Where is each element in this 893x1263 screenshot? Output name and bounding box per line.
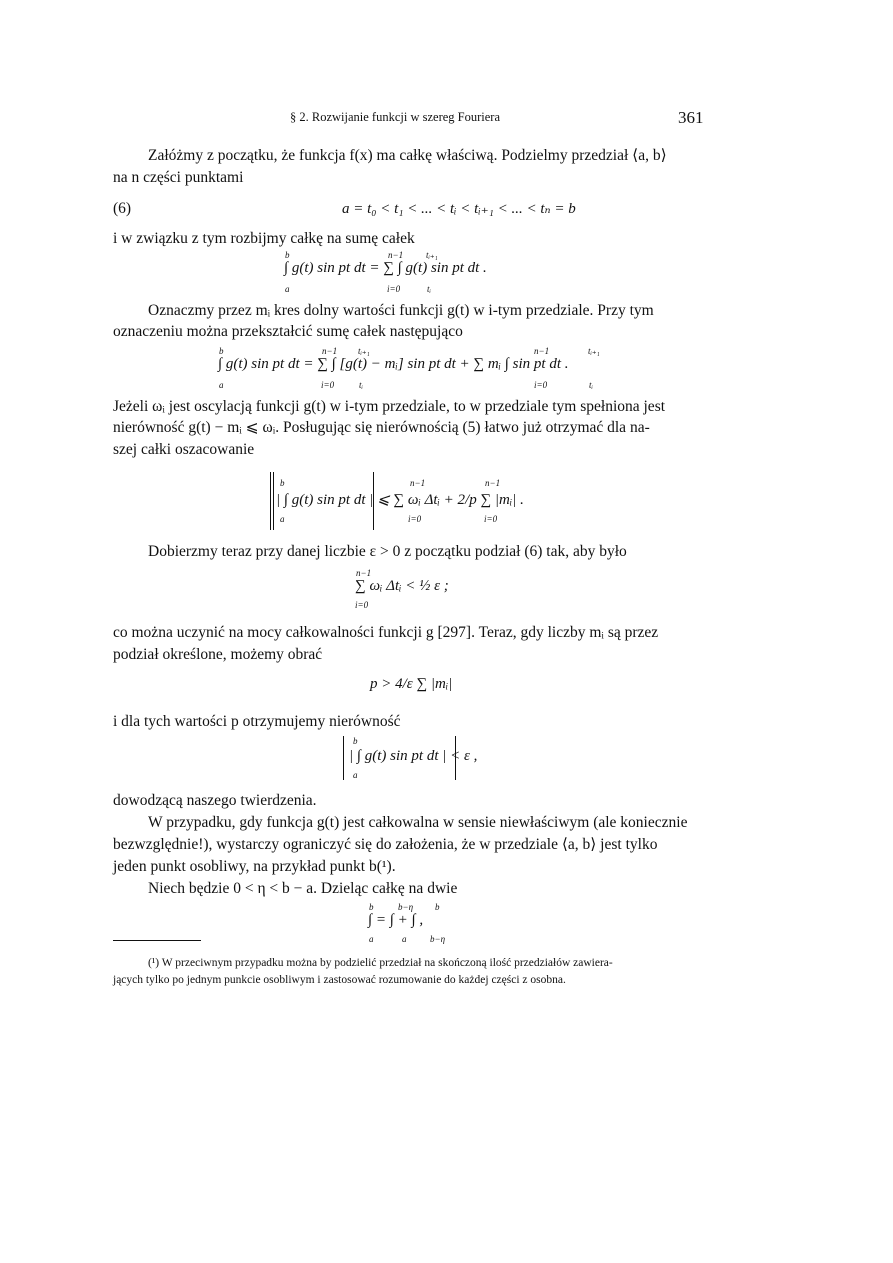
footnote-line-1: (¹) W przeciwnym przypadku można by podzielić przedział na skończoną ilość przedziałów zawiera- (148, 957, 613, 969)
equation-estimate-body: | ∫ g(t) sin pt dt | ⩽ ∑ ωᵢ Δtᵢ + 2/p ∑ |mᵢ| . (276, 492, 524, 508)
paragraph-7: i dla tych wartości p otrzymujemy nierówność (113, 713, 401, 730)
equation-split-body: ∫ g(t) sin pt dt = ∑ ∫ g(t) sin pt dt . (284, 260, 487, 276)
paragraph-4-line-3: szej całki oszacowanie (113, 441, 255, 458)
paragraph-2: i w związku z tym rozbijmy całkę na sumę całek (113, 230, 415, 247)
equation-final-body: | ∫ g(t) sin pt dt | < ε , (349, 748, 478, 764)
paragraph-6-line-2: podział określone, możemy obrać (113, 646, 323, 663)
paragraph-1-line-2: na n części punktami (113, 169, 244, 186)
paragraph-3-line-2: oznaczeniu można przekształcić sumę całek następująco (113, 323, 463, 340)
running-title: § 2. Rozwijanie funkcji w szereg Fouriera (290, 110, 501, 124)
equation-final: b | ∫ g(t) sin pt dt | < ε , a (343, 736, 543, 784)
abs-bar-left-final (343, 736, 344, 780)
abs-bar-left-2 (273, 472, 274, 530)
paragraph-10: Niech będzie 0 < η < b − a. Dzieląc całkę na dwie (148, 880, 458, 897)
paragraph-9-line-3: jeden punkt osobliwy, na przykład punkt b(¹). (113, 858, 396, 875)
paragraph-4-line-2: nierówność g(t) − mᵢ ⩽ ωᵢ. Posługując się nierównością (5) łatwo już otrzymać dla na- (113, 419, 650, 436)
paragraph-3-line-1: Oznaczmy przez mᵢ kres dolny wartości funkcji g(t) w i-tym przedziale. Przy tym (148, 302, 654, 319)
paragraph-9-line-1: W przypadku, gdy funkcja g(t) jest całkowalna w sensie niewłaściwym (ale koniecznie (148, 814, 688, 831)
equation-choice: n−1 ∑ ωᵢ Δtᵢ < ½ ε ; i=0 (355, 568, 449, 610)
paragraph-5: Dobierzmy teraz przy danej liczbie ε > 0 z początku podział (6) tak, aby było (148, 543, 627, 560)
equation-two-part: b b−η b ∫ = ∫ + ∫ , a a b−η (368, 902, 446, 944)
equation-6-label: (6) (113, 200, 132, 217)
equation-transform: b n−1 tᵢ₊₁ n−1 tᵢ₊₁ ∫ g(t) sin pt dt = ∑ ∫ [g(t) − mᵢ] sin pt dt + ∑ mᵢ ∫ sin pt dt . a i=0 tᵢ i=0 tᵢ (218, 346, 600, 390)
equation-6: a = t₀ < t₁ < ... < tᵢ < tᵢ₊₁ < ... < tₙ = b (342, 201, 576, 217)
paragraph-6-line-1: co można uczynić na mocy całkowalności funkcji g [297]. Teraz, gdy liczby mᵢ są przez (113, 624, 659, 641)
equation-two-part-body: ∫ = ∫ + ∫ , (368, 912, 424, 928)
footnote-rule (113, 940, 201, 941)
page-number: 361 (678, 108, 704, 127)
paragraph-9-line-2: bezwzględnie!), wystarczy ograniczyć się do założenia, że w przedziale ⟨a, b⟩ jest tylko (113, 836, 658, 853)
paragraph-4-line-1: Jeżeli ωᵢ jest oscylacją funkcji g(t) w i-tym przedziale, to w przedziale tym spełniona jest (113, 398, 666, 415)
footnote-line-2: jących tylko po jednym punkcie osobliwym i zastosować rozumowanie do każdej części z osobna. (113, 974, 566, 986)
equation-p: p > 4/ε ∑ |mᵢ| (370, 676, 453, 692)
equation-choice-body: ∑ ωᵢ Δtᵢ < ½ ε ; (355, 578, 449, 594)
abs-bar-left (270, 472, 271, 530)
paragraph-1-line-1: Załóżmy z początku, że funkcja f(x) ma całkę właściwą. Podzielmy przedział ⟨a, b⟩ (148, 147, 667, 164)
equation-estimate: b n−1 n−1 | ∫ g(t) sin pt dt | ⩽ ∑ ωᵢ Δtᵢ + 2/p ∑ |mᵢ| . a i=0 i=0 (270, 472, 580, 534)
equation-split: b n−1 tᵢ₊₁ ∫ g(t) sin pt dt = ∑ ∫ g(t) sin pt dt . a i=0 tᵢ (284, 250, 487, 294)
equation-transform-body: ∫ g(t) sin pt dt = ∑ ∫ [g(t) − mᵢ] sin pt dt + ∑ mᵢ ∫ sin pt dt . (218, 356, 569, 372)
paragraph-8: dowodzącą naszego twierdzenia. (113, 792, 317, 809)
